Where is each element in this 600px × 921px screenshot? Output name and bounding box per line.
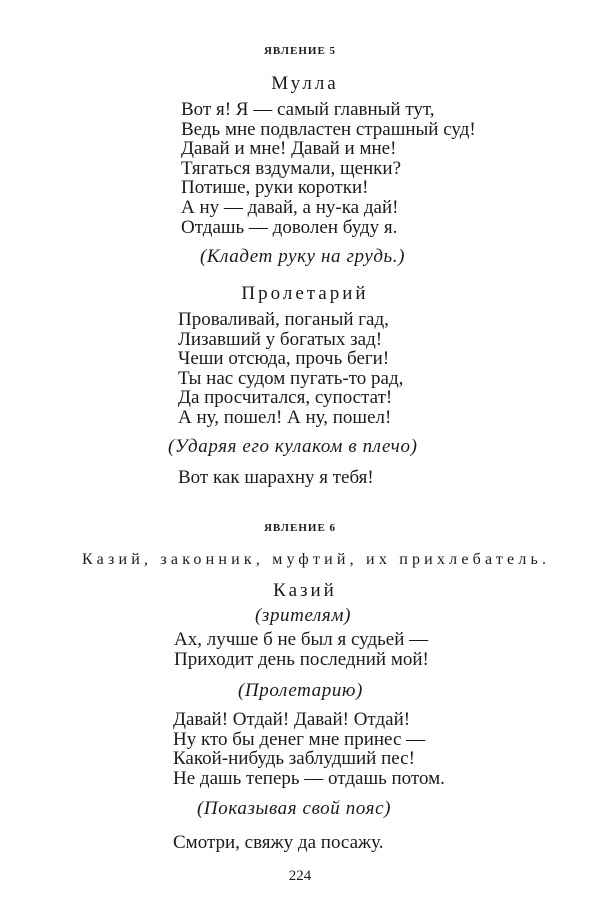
- verse-line: Ну кто бы денег мне принес —: [173, 728, 426, 750]
- verse-line: Лизавший у богатых зад!: [178, 328, 383, 350]
- verse-line: Давай и мне! Давай и мне!: [181, 138, 397, 160]
- verse-line: Смотри, свяжу да посажу.: [173, 832, 384, 853]
- kaziy-verse-2: [173, 710, 445, 788]
- verse-line: Да просчитался, супостат!: [178, 387, 393, 409]
- verse-line: Приходит день последний мой!: [174, 648, 429, 670]
- speaker-mulla: Мулла: [271, 73, 339, 94]
- verse-line: А ну, пошел! А ну, пошел!: [178, 406, 392, 428]
- verse-line: Потише, руки коротки!: [181, 177, 369, 199]
- verse-line: Давай! Отдай! Давай! Отдай!: [173, 709, 411, 730]
- stage-direction: (зрителям): [255, 605, 351, 626]
- stage-direction: (Показывая свой пояс): [197, 798, 392, 819]
- verse-line: Ты нас судом пугать-то рад,: [178, 367, 404, 389]
- verse-line: Вот я! Я — самый главный тут,: [181, 99, 435, 120]
- mulla-verse: [181, 100, 476, 237]
- scene-6-heading: ЯВЛЕНИЕ 6: [263, 522, 337, 534]
- verse-line: А ну — давай, а ну-ка дай!: [181, 196, 399, 218]
- page-number: 224: [288, 868, 312, 884]
- proletariy-verse: [178, 310, 403, 428]
- verse-line: Тягаться вздумали, щенки?: [181, 157, 402, 179]
- stage-direction: (Кладет руку на грудь.): [200, 246, 406, 267]
- scene-5-heading: ЯВЛЕНИЕ 5: [263, 45, 337, 57]
- verse-line: Проваливай, поганый гад,: [178, 309, 389, 330]
- verse-line: Какой-нибудь заблудший пес!: [173, 748, 415, 770]
- kaziy-verse: [174, 630, 429, 669]
- verse-line: Не дашь теперь — отдашь потом.: [173, 767, 445, 789]
- stage-direction: (Ударяя его кулаком в плечо): [168, 436, 418, 457]
- verse-line: Чеши отсюда, прочь беги!: [178, 348, 390, 370]
- stage-direction: (Пролетарию): [238, 680, 363, 701]
- verse-line: Отдашь — доволен буду я.: [181, 216, 398, 238]
- verse-line: Ах, лучше б не был я судьей —: [174, 629, 429, 650]
- verse-line: Ведь мне подвластен страшный суд!: [181, 118, 476, 140]
- speaker-kaziy: Казий: [273, 580, 337, 601]
- cast-list: Казий, законник, муфтий, их прихлебатель.: [82, 551, 551, 568]
- speaker-proletariy: Пролетарий: [241, 283, 369, 304]
- verse-line: Вот как шарахну я тебя!: [178, 467, 374, 488]
